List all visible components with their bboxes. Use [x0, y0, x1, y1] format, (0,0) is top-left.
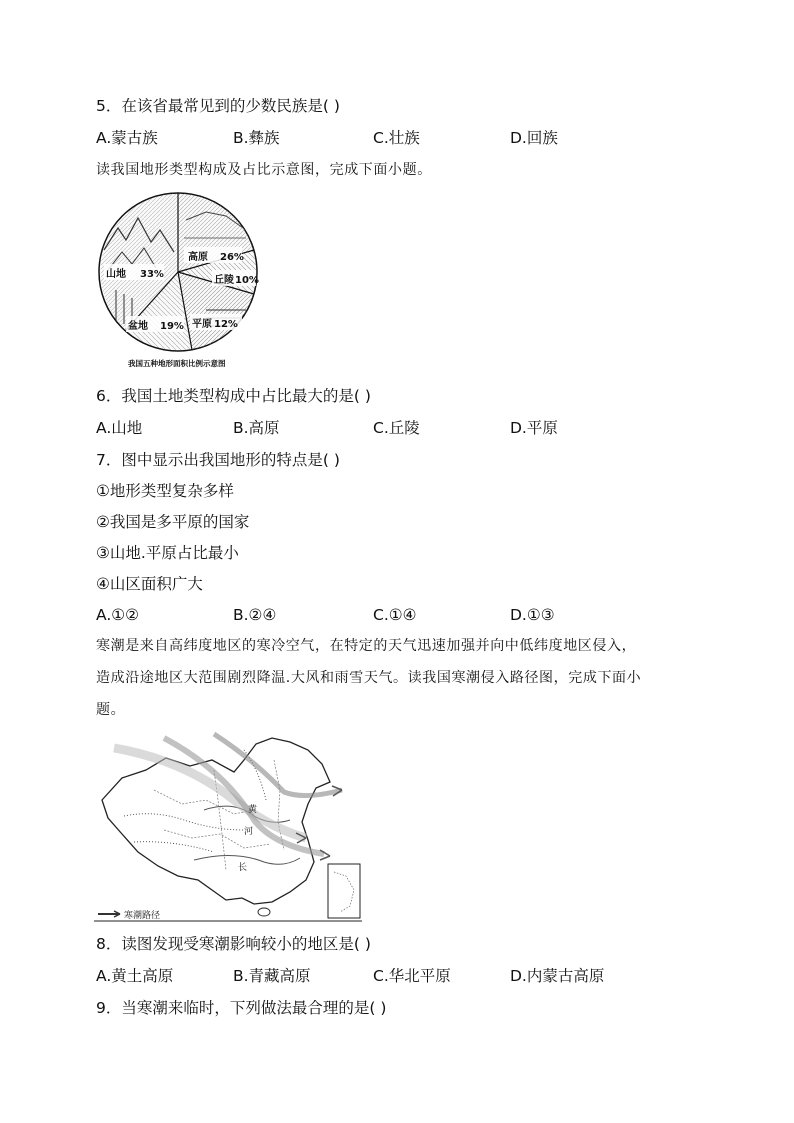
question-6-stem: 6．我国土地类型构成中占比最大的是( ) [96, 387, 371, 405]
pie-caption: 我国五种地形面积比例示意图 [128, 359, 226, 368]
question-8-option-c[interactable]: C.华北平原 [373, 967, 451, 985]
intro-cold-wave-line-3: 题。 [96, 702, 126, 718]
pie-label-plateau: 高原 [188, 252, 208, 263]
intro-terrain: 读我国地形类型构成及占比示意图，完成下面小题。 [96, 162, 432, 178]
question-8-option-b[interactable]: B.青藏高原 [233, 967, 311, 985]
question-7-option-d[interactable]: D.①③ [510, 606, 555, 624]
question-5-option-c[interactable]: C.壮族 [373, 129, 420, 147]
question-9-stem: 9．当寒潮来临时，下列做法最合理的是( ) [96, 999, 387, 1017]
question-6-option-b[interactable]: B.高原 [233, 419, 280, 437]
question-5-option-a[interactable]: A.蒙古族 [96, 129, 158, 147]
question-6-option-c[interactable]: C.丘陵 [373, 419, 420, 437]
question-5-option-d[interactable]: D.回族 [510, 129, 558, 147]
question-8-stem: 8．读图发现受寒潮影响较小的地区是( ) [96, 935, 371, 953]
question-7-statement-2: ②我国是多平原的国家 [96, 513, 250, 531]
pie-label-mountain: 山地 [106, 269, 126, 280]
pie-value-plain: 12% [214, 319, 238, 330]
question-7-option-b[interactable]: B.②④ [233, 606, 277, 624]
pie-value-hills: 10% [235, 275, 259, 286]
question-8-option-d[interactable]: D.内蒙古高原 [510, 967, 605, 985]
intro-cold-wave-line-2: 造成沿途地区大范围剧烈降温.大风和雨雪天气。读我国寒潮侵入路径图，完成下面小 [96, 670, 642, 686]
cold-wave-map-svg [94, 730, 362, 922]
map-label-huang: 黄 [248, 805, 258, 815]
cold-wave-map-figure [94, 730, 362, 922]
question-7-statement-3: ③山地.平原占比最小 [96, 544, 239, 562]
question-8-option-a[interactable]: A.黄土高原 [96, 967, 174, 985]
terrain-pie-figure [96, 190, 261, 355]
pie-label-plain: 平原 [192, 319, 212, 330]
map-label-chang: 长 [238, 863, 248, 873]
question-7-option-c[interactable]: C.①④ [373, 606, 417, 624]
question-5-option-b[interactable]: B.彝族 [233, 129, 280, 147]
question-7-statement-1: ①地形类型复杂多样 [96, 482, 234, 500]
pie-label-basin: 盆地 [128, 321, 148, 332]
pie-label-hills: 丘陵 [214, 275, 234, 286]
pie-value-basin: 19% [160, 321, 184, 332]
legend-label: 寒潮路径 [124, 911, 161, 921]
question-6-option-d[interactable]: D.平原 [510, 419, 558, 437]
pie-value-mountain: 33% [140, 269, 164, 280]
question-7-stem: 7．图中显示出我国地形的特点是( ) [96, 451, 340, 469]
terrain-pie-svg [96, 190, 261, 355]
question-7-statement-4: ④山区面积广大 [96, 575, 203, 593]
question-6-option-a[interactable]: A.山地 [96, 419, 143, 437]
question-7-option-a[interactable]: A.①② [96, 606, 140, 624]
intro-cold-wave-line-1: 寒潮是来自高纬度地区的寒冷空气，在特定的天气迅速加强并向中低纬度地区侵入， [96, 638, 637, 654]
map-label-he: 河 [244, 827, 254, 837]
question-5-stem: 5．在该省最常见到的少数民族是( ) [96, 97, 340, 115]
china-outline [102, 738, 330, 904]
pie-value-plateau: 26% [220, 252, 244, 263]
